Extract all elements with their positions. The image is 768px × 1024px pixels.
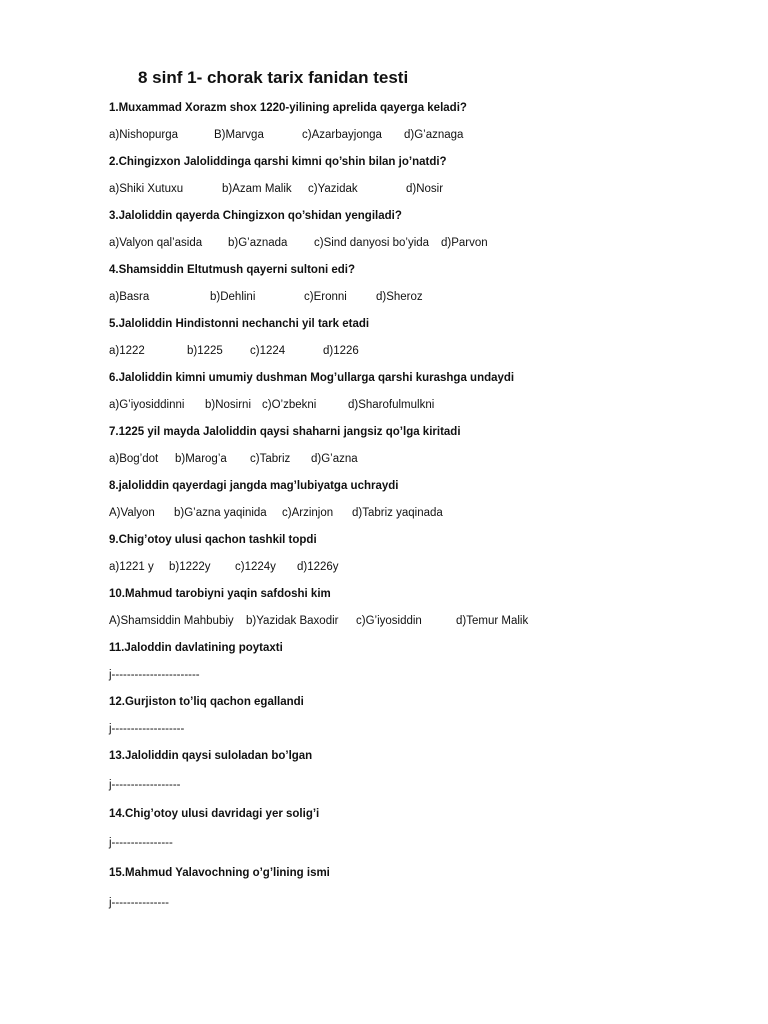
option-a: a)Basra (109, 291, 150, 303)
question-3: 3.Jaloliddin qayerda Chingizxon qo’shidan yengiladi? (109, 210, 402, 222)
page-title: 8 sinf 1- chorak tarix fanidan testi (138, 68, 409, 87)
option-b: b)1225 (187, 345, 223, 357)
option-b: b)1222y (169, 561, 211, 573)
option-b: b)Dehlini (210, 291, 256, 303)
question-7: 7.1225 yil mayda Jaloliddin qaysi shaharni jangsiz qo’lga kiritadi (109, 426, 461, 438)
question-10: 10.Mahmud tarobiyni yaqin safdoshi kim (109, 588, 331, 600)
option-a: a)1221 y (109, 561, 154, 573)
option-c: c)Tabriz (250, 453, 291, 465)
option-c: c)Yazidak (308, 183, 358, 195)
question-14: 14.Chig’otoy ulusi davridagi yer solig’i (109, 808, 320, 820)
question-11: 11.Jaloddin davlatining poytaxti (109, 642, 283, 654)
option-d: d)G’azna (311, 453, 358, 465)
option-d: d)Nosir (406, 183, 444, 195)
question-2: 2.Chingizxon Jaloliddinga qarshi kimni qo’shin bilan jo’natdi? (109, 156, 447, 168)
option-b: b)G’aznada (228, 237, 288, 249)
option-b: b)Marog’a (175, 453, 227, 465)
option-d: d)1226y (297, 561, 339, 573)
option-d: d)Tabriz yaqinada (352, 507, 443, 519)
question-13: 13.Jaloliddin qaysi suloladan bo’lgan (109, 750, 313, 762)
option-a: a)G’iyosiddinni (109, 399, 185, 411)
option-d: d)Temur Malik (456, 615, 529, 627)
question-1: 1.Muxammad Xorazm shox 1220-yilining aprelida qayerga keladi? (109, 102, 467, 114)
question-5: 5.Jaloliddin Hindistonni nechanchi yil tark etadi (109, 318, 370, 330)
question-15: 15.Mahmud Yalavochning o’g’lining ismi (109, 867, 330, 879)
option-c: c)1224y (235, 561, 276, 573)
option-a: a)Bog’dot (109, 453, 159, 465)
option-c: c)1224 (250, 345, 286, 357)
option-c: c)O’zbekni (262, 399, 317, 411)
option-d: d)Sheroz (376, 291, 423, 303)
option-d: d)G’aznaga (404, 129, 464, 141)
option-c: c)Arzinjon (282, 507, 334, 519)
option-b: B)Marvga (214, 129, 264, 141)
option-a: A)Valyon (109, 507, 155, 519)
question-12: 12.Gurjiston to’liq qachon egallandi (109, 696, 304, 708)
option-d: d)1226 (323, 345, 359, 357)
question-4: 4.Shamsiddin Eltutmush qayerni sultoni edi? (109, 264, 356, 276)
option-b: b)Nosirni (205, 399, 252, 411)
option-c: c)Eronni (304, 291, 347, 303)
answer-blank-13: j------------------ (109, 779, 181, 791)
question-9: 9.Chig’otoy ulusi qachon tashkil topdi (109, 534, 317, 546)
option-c: c)Azarbayjonga (302, 129, 382, 141)
answer-blank-15: j--------------- (109, 897, 169, 909)
question-6: 6.Jaloliddin kimni umumiy dushman Mog’ullarga qarshi kurashga undaydi (109, 372, 515, 384)
option-a: a)Valyon qal’asida (109, 237, 203, 249)
option-c: c)G’iyosiddin (356, 615, 422, 627)
answer-blank-11: j----------------------- (109, 669, 200, 681)
option-d: d)Parvon (441, 237, 488, 249)
option-a: a)Nishopurga (109, 129, 179, 141)
answer-blank-12: j------------------- (109, 723, 185, 735)
option-b: b)Azam Malik (222, 183, 292, 195)
answer-blank-14: j---------------- (109, 837, 173, 849)
option-b: b)G’azna yaqinida (174, 507, 267, 519)
option-b: b)Yazidak Baxodir (246, 615, 339, 627)
option-d: d)Sharofulmulkni (348, 399, 435, 411)
option-a: A)Shamsiddin Mahbubiy (109, 615, 234, 627)
option-a: a)1222 (109, 345, 145, 357)
option-c: c)Sind danyosi bo’yida (314, 237, 430, 249)
question-8: 8.jaloliddin qayerdagi jangda mag’lubiyatga uchraydi (109, 480, 399, 492)
option-a: a)Shiki Xutuxu (109, 183, 184, 195)
